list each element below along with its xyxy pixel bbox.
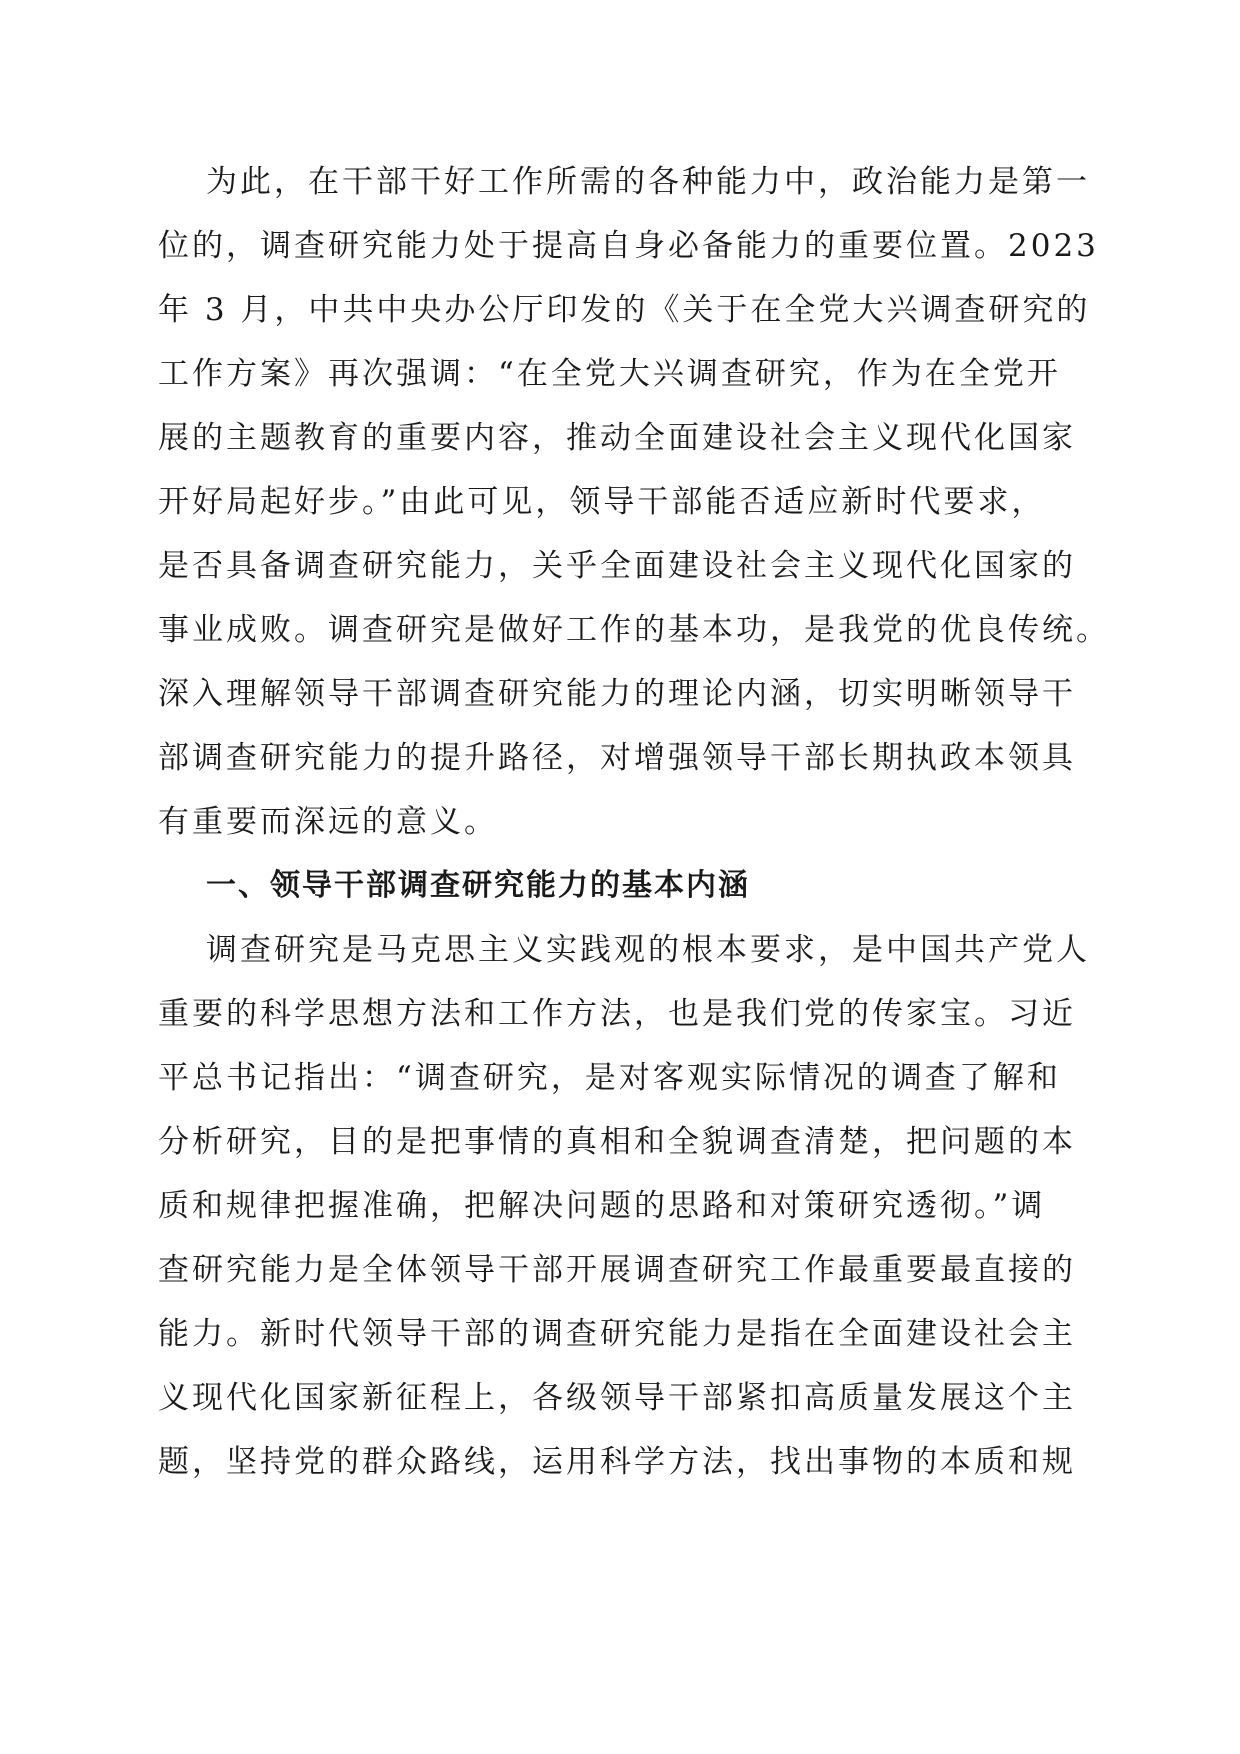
para1-line-2: 位的，调查研究能力处于提高自身必备能力的重要位置。2023	[158, 228, 1099, 264]
para1-line-6: 开好局起好步。”由此可见，领导干部能否适应新时代要求，	[158, 484, 1046, 520]
para1-line-1: 为此，在干部干好工作所需的各种能力中，政治能力是第一	[206, 164, 1090, 200]
para1-line-8: 事业成败。调查研究是做好工作的基本功，是我党的优良传统。	[158, 612, 1110, 648]
para2-line-9: 题，坚持党的群众路线，运用科学方法，找出事物的本质和规	[158, 1444, 1076, 1480]
section-heading: 一、领导干部调查研究能力的基本内涵	[206, 868, 750, 903]
para1-line-10: 部调查研究能力的提升路径，对增强领导干部长期执政本领具	[158, 740, 1076, 776]
para2-line-2: 重要的科学思想方法和工作方法，也是我们党的传家宝。习近	[158, 996, 1076, 1032]
para1-line-9: 深入理解领导干部调查研究能力的理论内涵，切实明晰领导干	[158, 676, 1076, 712]
para1-line-4: 工作方案》再次强调：“在全党大兴调查研究，作为在全党开	[158, 356, 1061, 392]
para2-line-1: 调查研究是马克思主义实践观的根本要求，是中国共产党人	[206, 932, 1090, 968]
para2-line-8: 义现代化国家新征程上，各级领导干部紧扣高质量发展这个主	[158, 1380, 1076, 1416]
para1-line-7: 是否具备调查研究能力，关乎全面建设社会主义现代化国家的	[158, 548, 1076, 584]
para2-line-7: 能力。新时代领导干部的调查研究能力是指在全面建设社会主	[158, 1316, 1076, 1352]
para2-line-4: 分析研究，目的是把事情的真相和全貌调查清楚，把问题的本	[158, 1124, 1076, 1160]
para2-line-5: 质和规律把握准确，把解决问题的思路和对策研究透彻。”调	[158, 1188, 1046, 1224]
para1-line-11: 有重要而深远的意义。	[158, 804, 498, 840]
para1-line-3: 年 3 月，中共中央办公厅印发的《关于在全党大兴调查研究的	[158, 292, 1091, 328]
para2-line-3: 平总书记指出：“调查研究，是对客观实际情况的调查了解和	[158, 1060, 1061, 1096]
para1-line-5: 展的主题教育的重要内容，推动全面建设社会主义现代化国家	[158, 420, 1076, 456]
para2-line-6: 查研究能力是全体领导干部开展调查研究工作最重要最直接的	[158, 1252, 1076, 1288]
